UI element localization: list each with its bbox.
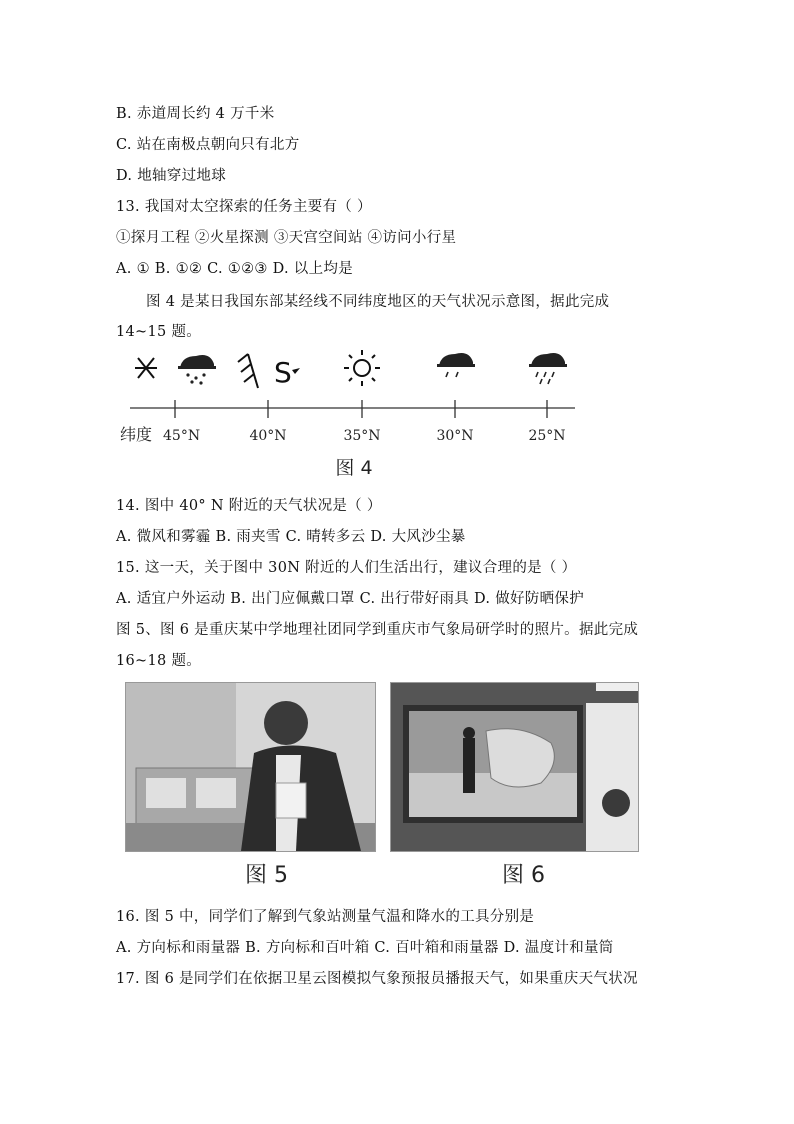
- wind-icon: [238, 354, 258, 388]
- axis-label: 纬度: [120, 425, 153, 444]
- question-14-options: A. 微风和雾霾 B. 雨夹雪 C. 晴转多云 D. 大风沙尘暴: [116, 529, 466, 545]
- tick-label-45n: 45°N: [163, 428, 201, 444]
- option-c-text: C. 站在南极点朝向只有北方: [116, 137, 300, 153]
- intro-16-line2: 16~18 题。: [116, 653, 202, 669]
- svg-text:S: S: [274, 356, 292, 389]
- intro-14-line2: 14~15 题。: [116, 324, 202, 340]
- figure-5-photo: [125, 682, 376, 852]
- option-b-text: B. 赤道周长约 4 万千米: [116, 106, 275, 122]
- question-15-options: A. 适宜户外运动 B. 出门应佩戴口罩 C. 出行带好雨具 D. 做好防晒保护: [116, 591, 585, 607]
- figure-4-caption: 图 4: [335, 457, 373, 479]
- sunny-icon: [344, 350, 380, 386]
- intro-16-line1: 图 5、图 6 是重庆某中学地理社团同学到重庆市气象局研学时的照片。据此完成: [116, 622, 639, 638]
- sandstorm-icon: [274, 356, 300, 389]
- question-14: 14. 图中 40° N 附近的天气状况是（ ）: [116, 498, 382, 514]
- snow-icon: [135, 358, 157, 378]
- figure-5-caption: 图 5: [245, 863, 288, 888]
- question-13-items: ①探月工程 ②火星探测 ③天宫空间站 ④访问小行星: [116, 230, 457, 246]
- question-13: 13. 我国对太空探索的任务主要有（ ）: [116, 199, 372, 215]
- tick-label-25n: 25°N: [528, 428, 566, 444]
- question-13-options: A. ① B. ①② C. ①②③ D. 以上均是: [116, 261, 354, 277]
- figure-4-weather-diagram: [120, 348, 590, 483]
- option-d-text: D. 地轴穿过地球: [116, 168, 227, 184]
- question-16-options: A. 方向标和雨量器 B. 方向标和百叶箱 C. 百叶箱和雨量器 D. 温度计和量筒: [116, 940, 614, 956]
- tick-label-35n: 35°N: [343, 428, 381, 444]
- sleet-cloud-icon: [178, 355, 216, 385]
- intro-14-line1: 图 4 是某日我国东部某经线不同纬度地区的天气状况示意图，据此完成: [146, 294, 610, 310]
- figure-6-photo: [390, 682, 639, 852]
- question-17: 17. 图 6 是同学们在依据卫星云图模拟气象预报员播报天气，如果重庆天气状况: [116, 971, 638, 987]
- figure-6-caption: 图 6: [502, 863, 545, 888]
- question-16: 16. 图 5 中，同学们了解到气象站测量气温和降水的工具分别是: [116, 909, 535, 925]
- tick-label-30n: 30°N: [436, 428, 474, 444]
- light-rain-cloud-icon: [437, 353, 475, 377]
- question-15: 15. 这一天，关于图中 30N 附近的人们生活出行，建议合理的是（ ）: [116, 560, 577, 576]
- moderate-rain-cloud-icon: [529, 353, 567, 384]
- tick-label-40n: 40°N: [249, 428, 287, 444]
